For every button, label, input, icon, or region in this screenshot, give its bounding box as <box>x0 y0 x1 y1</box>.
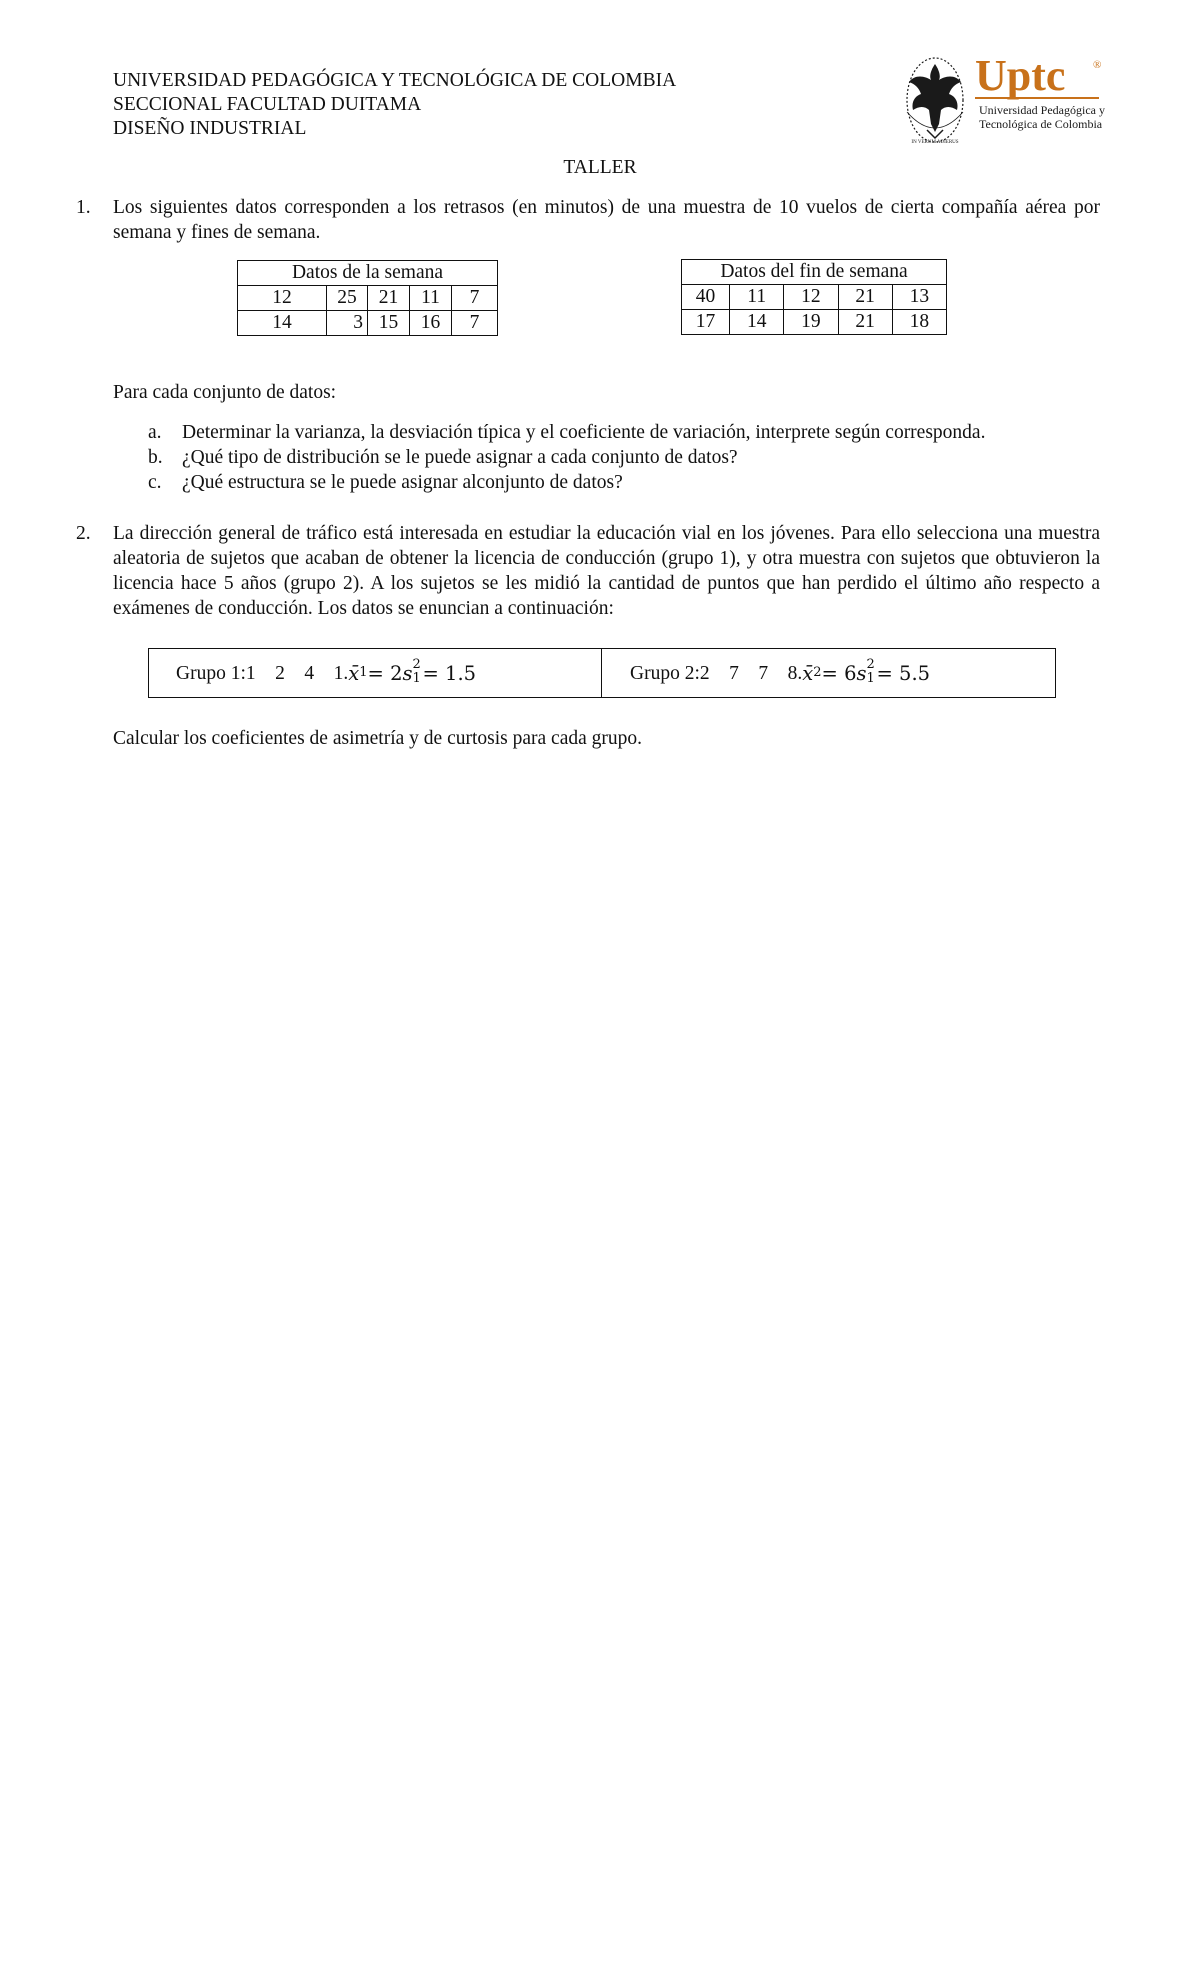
logo-caption-2: Tecnológica de Colombia <box>979 117 1103 131</box>
table-cell: 19 <box>784 310 838 335</box>
header-faculty: SECCIONAL FACULTAD DUITAMA <box>113 94 422 115</box>
item-label: a. <box>148 422 162 443</box>
table-cell: 7 <box>452 311 498 336</box>
groups-data-box <box>148 648 1056 698</box>
variance-symbol: s <box>402 661 413 685</box>
mean-symbol: x̄ <box>802 661 814 685</box>
table-cell: 15 <box>368 311 410 336</box>
group-values: 2 7 7 8. <box>699 662 803 684</box>
header-university: UNIVERSIDAD PEDAGÓGICA Y TECNOLÓGICA DE COLOMBIA <box>113 70 677 91</box>
group-1-cell: Grupo 1: 1 2 4 1. x̄ 1 = 2 s 2 1 = 1.5 <box>176 657 477 686</box>
variance-value: = 1.5 <box>422 661 477 685</box>
table-cell: 11 <box>410 286 452 311</box>
table-header: Datos del fin de semana <box>682 260 947 285</box>
group-2-cell: Grupo 2: 2 7 7 8. x̄ 2 = 6 s 2 1 = 5.5 <box>601 649 1055 697</box>
question-text: Los siguientes datos corresponden a los retrasos (en minutos) de una muestra de 10 vuelos de cierta compañía aérea por semana y fines de semana. <box>113 197 1100 243</box>
table-cell: 40 <box>682 285 730 310</box>
uptc-logo <box>905 52 1105 144</box>
eagle-seal-icon <box>907 58 963 144</box>
table-cell: 13 <box>892 285 946 310</box>
table-cell: 17 <box>682 310 730 335</box>
table-cell: 14 <box>238 311 327 336</box>
document-title: TALLER <box>563 157 637 178</box>
header-program: DISEÑO INDUSTRIAL <box>113 118 307 139</box>
table-cell: 7 <box>452 286 498 311</box>
logo-caption-1: Universidad Pedagógica y <box>979 103 1105 117</box>
question-text: La dirección general de tráfico está interesada en estudiar la educación vial en los jóvenes. Para ello selecciona una muestra aleatoria de sujetos que acaban de obtener la licencia de conducción (grupo 1), y otra muestra con sujetos que obtuvieron la licencia hace 5 años (grupo 2). A los sujetos se les midió la cantidad de puntos que han perdido el último año respecto a exámenes de conducción. Los datos se enuncian a continuación: <box>113 523 1100 619</box>
q2-closing: Calcular los coeficientes de asimetría y de curtosis para cada grupo. <box>113 728 642 749</box>
group-label: Grupo 2: <box>630 662 700 684</box>
question-number: 1. <box>76 197 91 218</box>
table-cell: 21 <box>838 285 892 310</box>
item-text: ¿Qué tipo de distribución se le puede asignar a cada conjunto de datos? <box>182 447 738 468</box>
table-weekend-delays <box>681 259 947 335</box>
table-header: Datos de la semana <box>238 261 498 286</box>
table-cell: 16 <box>410 311 452 336</box>
uptc-wordmark: Uptc <box>975 52 1066 100</box>
q1-prompt: Para cada conjunto de datos: <box>113 382 337 403</box>
table-cell: 11 <box>730 285 784 310</box>
variance-symbol: s <box>856 661 867 685</box>
registered-mark: ® <box>1093 59 1102 71</box>
variance-value: = 5.5 <box>876 661 931 685</box>
mean-symbol: x̄ <box>348 661 360 685</box>
table-cell: 21 <box>838 310 892 335</box>
document-header <box>113 69 676 141</box>
svg-text:IN VERUM ADIERUS: IN VERUM ADIERUS <box>911 140 959 144</box>
item-text: ¿Qué estructura se le puede asignar alconjunto de datos? <box>182 472 623 493</box>
table-cell: 12 <box>784 285 838 310</box>
table-weekday-delays <box>237 260 498 336</box>
question-1 <box>76 195 1100 245</box>
mean-value: = 6 <box>821 661 857 685</box>
table-cell: 21 <box>368 286 410 311</box>
group-values: 1 2 4 1. <box>245 662 349 684</box>
table-cell: 18 <box>892 310 946 335</box>
table-cell: 3 <box>327 311 368 336</box>
item-label: b. <box>148 447 163 468</box>
item-label: c. <box>148 472 162 493</box>
table-cell: 12 <box>238 286 327 311</box>
question-2 <box>76 521 1100 621</box>
mean-value: = 2 <box>367 661 403 685</box>
question-number: 2. <box>76 523 91 544</box>
group-label: Grupo 1: <box>176 662 246 684</box>
item-text: Determinar la varianza, la desviación típica y el coeficiente de variación, interprete según corresponda. <box>182 422 986 443</box>
table-cell: 14 <box>730 310 784 335</box>
table-cell: 25 <box>327 286 368 311</box>
